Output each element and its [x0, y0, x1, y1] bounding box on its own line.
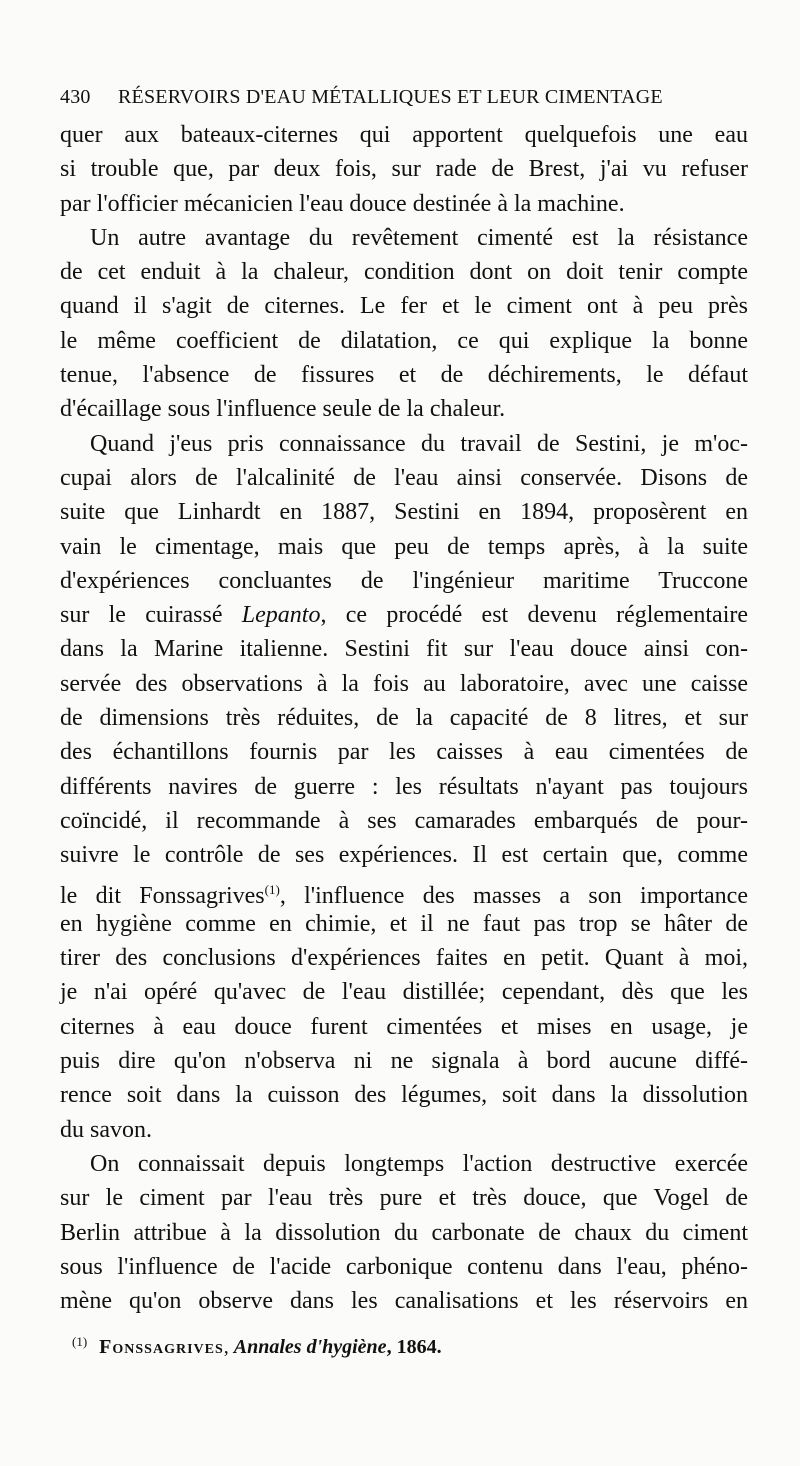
footnote-reference: (1)	[264, 881, 280, 897]
text-line: en hygiène comme en chimie, et il ne faut pas trop se hâter de	[60, 910, 748, 937]
text-line: suite que Linhardt en 1887, Sestini en 1894, proposèrent en	[60, 499, 748, 526]
footnote-author: Fonssagrives	[99, 1336, 224, 1358]
text-line: On connaissait depuis longtemps l'action destructive exercée	[90, 1150, 748, 1177]
paragraph-4	[60, 1147, 748, 1318]
text-line: servée des observations à la fois au laboratoire, avec une caisse	[60, 670, 748, 697]
footnote-separator: ,	[223, 1336, 234, 1358]
page-number: 430	[60, 86, 91, 108]
text-line: différents navires de guerre : les résultats n'ayant pas toujours	[60, 773, 748, 800]
text-line: Quand j'eus pris connaissance du travail de Sestini, je m'oc-	[90, 430, 748, 457]
running-title: RÉSERVOIRS D'EAU MÉTALLIQUES ET LEUR CIMENTAGE	[118, 86, 663, 108]
footnote-journal: Annales d'hygiène	[233, 1336, 387, 1358]
text-line: quand il s'agit de citernes. Le fer et le ciment ont à peu près	[60, 293, 748, 320]
text-line	[60, 598, 748, 632]
text-line: Berlin attribue à la dissolution du carbonate de chaux du ciment	[60, 1219, 748, 1246]
text-line: sous l'influence de l'acide carbonique contenu dans l'eau, phéno-	[60, 1253, 748, 1280]
text-line: cupai alors de l'alcalinité de l'eau ainsi conservée. Disons de	[60, 464, 748, 491]
text-line: de cet enduit à la chaleur, condition dont on doit tenir compte	[60, 259, 748, 286]
text-line: le même coefficient de dilatation, ce qui explique la bonne	[60, 327, 748, 354]
text-run: , l'influence des masses a son importance	[279, 882, 748, 909]
paragraph-1	[60, 118, 748, 221]
footnote	[72, 1327, 442, 1362]
text-line: sur le ciment par l'eau très pure et très douce, que Vogel de	[60, 1185, 748, 1212]
text-line: du savon.	[60, 1116, 152, 1143]
text-line: suivre le contrôle de ses expériences. Il est certain que, comme	[60, 842, 748, 869]
text-run: , ce procédé est devenu réglementaire	[320, 602, 749, 629]
text-line: de dimensions très réduites, de la capacité de 8 litres, et sur	[60, 705, 748, 732]
text-line: coïncidé, il recommande à ses camarades embarqués de pour-	[60, 807, 748, 834]
text-line: puis dire qu'on n'observa ni ne signala à bord aucune diffé-	[60, 1048, 748, 1075]
text-line: par l'officier mécanicien l'eau douce destinée à la machine.	[60, 190, 625, 217]
text-line	[60, 873, 748, 907]
footnote-year: , 1864.	[386, 1336, 442, 1358]
running-head	[60, 80, 745, 114]
text-line: d'expériences concluantes de l'ingénieur maritime Truccone	[60, 567, 748, 594]
text-line: vain le cimentage, mais que peu de temps après, à la suite	[60, 533, 748, 560]
text-run: sur le cuirassé	[60, 602, 242, 629]
text-run: le dit Fonssagrives	[60, 882, 265, 909]
text-line: tenue, l'absence de fissures et de déchirements, le défaut	[60, 362, 748, 389]
text-line: quer aux bateaux-citernes qui apportent quelquefois une eau	[60, 122, 748, 148]
text-line: mène qu'on observe dans les canalisations et les réservoirs en	[60, 1288, 748, 1315]
text-line: citernes à eau douce furent cimentées et mises en usage, je	[60, 1013, 748, 1040]
text-line: si trouble que, par deux fois, sur rade de Brest, j'ai vu refuser	[60, 156, 748, 183]
text-line: dans la Marine italienne. Sestini fit sur l'eau douce ainsi con-	[60, 636, 748, 663]
footnote-marker: (1)	[72, 1334, 88, 1349]
body-text	[60, 118, 748, 1318]
paragraph-3	[60, 427, 748, 1147]
text-line: d'écaillage sous l'influence seule de la chaleur.	[60, 396, 506, 423]
text-line: Un autre avantage du revêtement cimenté est la résistance	[90, 224, 748, 251]
ship-name: Lepanto	[241, 602, 321, 629]
text-line: tirer des conclusions d'expériences faites en petit. Quant à moi,	[60, 945, 748, 972]
text-line: des échantillons fournis par les caisses à eau cimentées de	[60, 739, 748, 766]
text-line: rence soit dans la cuisson des légumes, soit dans la dissolution	[60, 1082, 748, 1109]
text-line: je n'ai opéré qu'avec de l'eau distillée; cependant, dès que les	[60, 979, 748, 1006]
paragraph-2	[60, 221, 748, 427]
